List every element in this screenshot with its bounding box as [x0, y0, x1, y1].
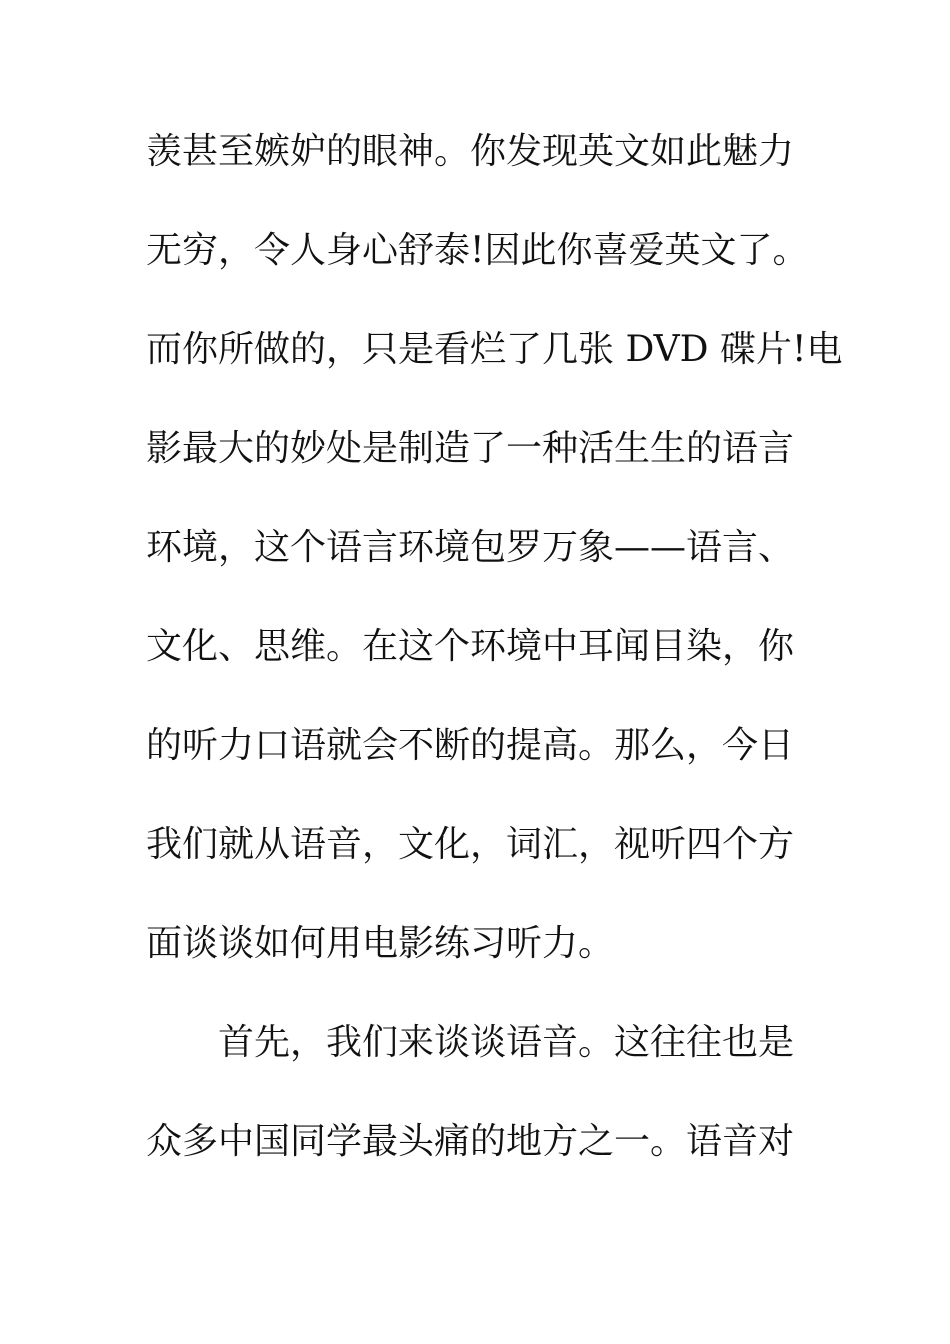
text-line: 文化、思维。在这个环境中耳闻目染，你: [146, 626, 795, 667]
body-text: [146, 122, 843, 1211]
text-line: 无穷，令人身心舒泰!因此你喜爱英文了。: [146, 230, 809, 271]
paragraph-start-line: 首先，我们来谈谈语音。这往往也是: [218, 1022, 795, 1063]
text-line: 而你所做的，只是看烂了几张 DVD 碟片!电: [146, 329, 843, 370]
text-line: 面谈谈如何用电影练习听力。: [146, 923, 615, 964]
text-line: 影最大的妙处是制造了一种活生生的语言: [146, 428, 795, 469]
text-line: 我们就从语音，文化，词汇，视听四个方: [146, 824, 795, 865]
text-line: 羡甚至嫉妒的眼神。你发现英文如此魅力: [146, 131, 795, 172]
text-line: 众多中国同学最头痛的地方之一。语音对: [146, 1121, 795, 1162]
text-line: 的听力口语就会不断的提高。那么，今日: [146, 725, 795, 766]
text-line: 环境，这个语言环境包罗万象——语言、: [146, 527, 795, 568]
